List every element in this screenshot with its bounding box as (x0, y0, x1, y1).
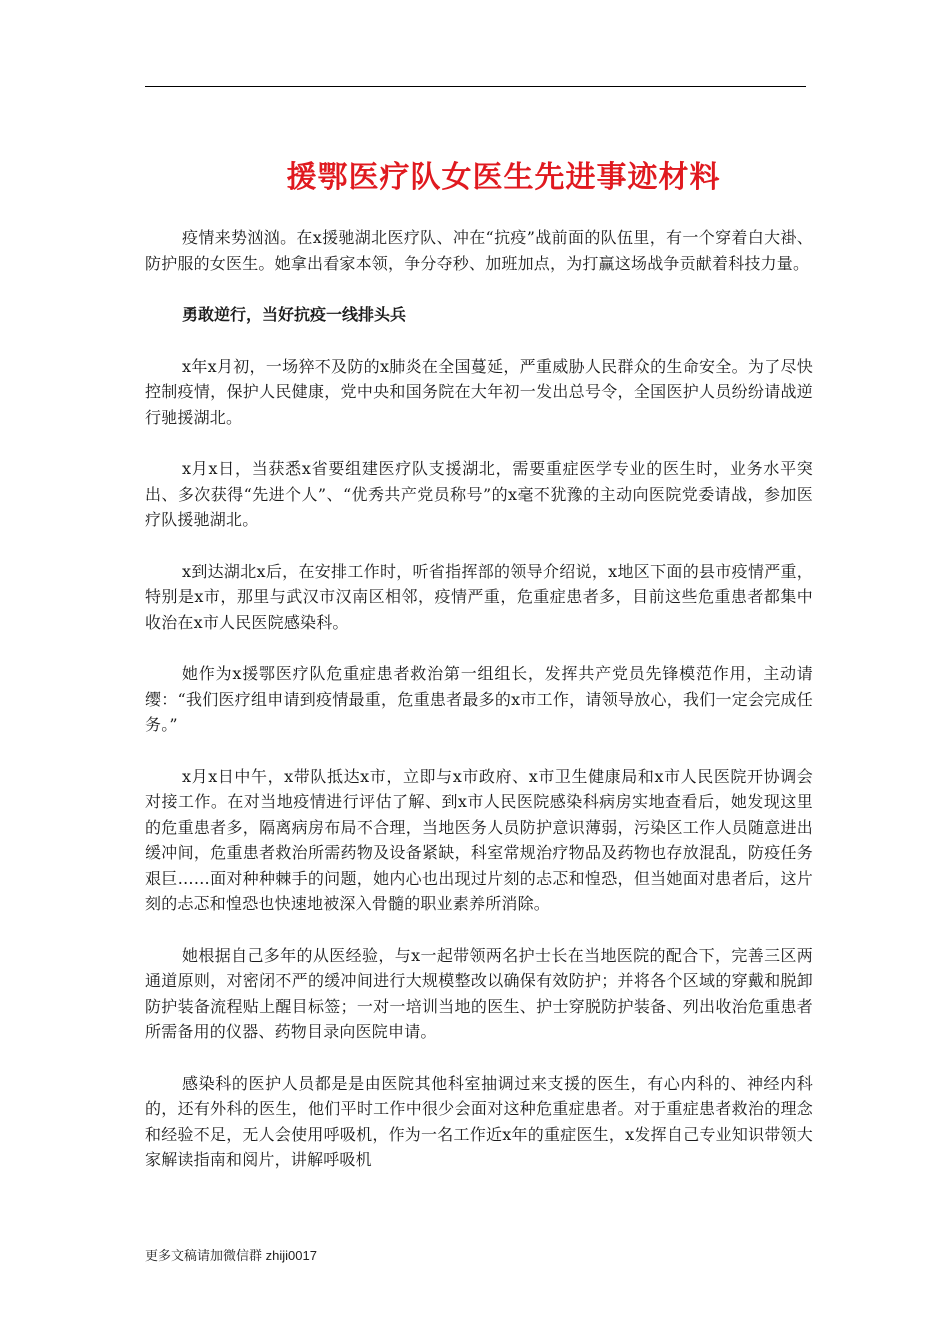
document-body (145, 225, 813, 1199)
body-paragraph: x到达湖北x后，在安排工作时，听省指挥部的领导介绍说，x地区下面的县市疫情严重，特别是x市，那里与武汉市汉南区相邻，疫情严重，危重症患者多，目前这些危重患者都集中收治在x市人民医院感染科。 (145, 561, 813, 632)
document-title: 援鄂医疗队女医生先进事迹材料 (286, 160, 721, 195)
body-paragraph: x月x日中午，x带队抵达x市，立即与x市政府、x市卫生健康局和x市人民医院开协调会对接工作。在对当地疫情进行评估了解、到x市人民医院感染科病房实地查看后，她发现这里的危重患者多，隔离病房布局不合理，当地医务人员防护意识薄弱，污染区工作人员随意进出缓冲间，危重患者救治所需药物及设备紧缺，科室常规治疗物品及药物也存放混乱，防疫任务艰巨……面对种种棘手的问题，她内心也出现过片刻的忐忑和惶恐，但当她面对患者后，这片刻的忐忑和惶恐也快速地被深入骨髓的职业素养所消除。 (145, 766, 813, 913)
body-paragraph: x年x月初，一场猝不及防的x肺炎在全国蔓延，严重威胁人民群众的生命安全。为了尽快控制疫情，保护人民健康，党中央和国务院在大年初一发出总号令，全国医护人员纷纷请战逆行驰援湖北。 (145, 356, 813, 427)
body-paragraph: 她根据自己多年的从医经验，与x一起带领两名护士长在当地医院的配合下，完善三区两通道原则，对密闭不严的缓冲间进行大规模整改以确保有效防护；并将各个区域的穿戴和脱卸防护装备流程贴上醒目标签；一对一培训当地的医生、护士穿脱防护装备、列出收治危重患者所需备用的仪器、药物目录向医院申请。 (145, 945, 813, 1041)
intro-paragraph: 疫情来势汹汹。在x援驰湖北医疗队、冲在“抗疫”战前面的队伍里，有一个穿着白大褂、防护服的女医生。她拿出看家本领，争分夺秒、加班加点，为打赢这场战争贡献着科技力量。 (145, 228, 813, 273)
body-paragraph: 她作为x援鄂医疗队危重症患者救治第一组组长，发挥共产党员先锋模范作用，主动请缨：“我们医疗组申请到疫情最重，危重患者最多的x市工作，请领导放心，我们一定会完成任务。” (145, 664, 813, 734)
header-rule (145, 86, 806, 87)
footer-note: 更多文稿请加微信群 zhiji0017 (145, 1248, 317, 1263)
body-paragraph: x月x日，当获悉x省要组建医疗队支援湖北，需要重症医学专业的医生时，业务水平突出、多次获得“先进个人”、“优秀共产党员称号”的x毫不犹豫的主动向医院党委请战，参加医疗队援驰湖北。 (145, 459, 813, 529)
body-paragraph: 感染科的医护人员都是是由医院其他科室抽调过来支援的医生，有心内科的、神经内科的，还有外科的医生，他们平时工作中很少会面对这种危重症患者。对于重症患者救治的理念和经验不足，无人会使用呼吸机，作为一名工作近x年的重症医生，x发挥自己专业知识带领大家解读指南和阅片，讲解呼吸机 (145, 1073, 813, 1169)
section-heading: 勇敢逆行，当好抗疫一线排头兵 (182, 305, 407, 324)
